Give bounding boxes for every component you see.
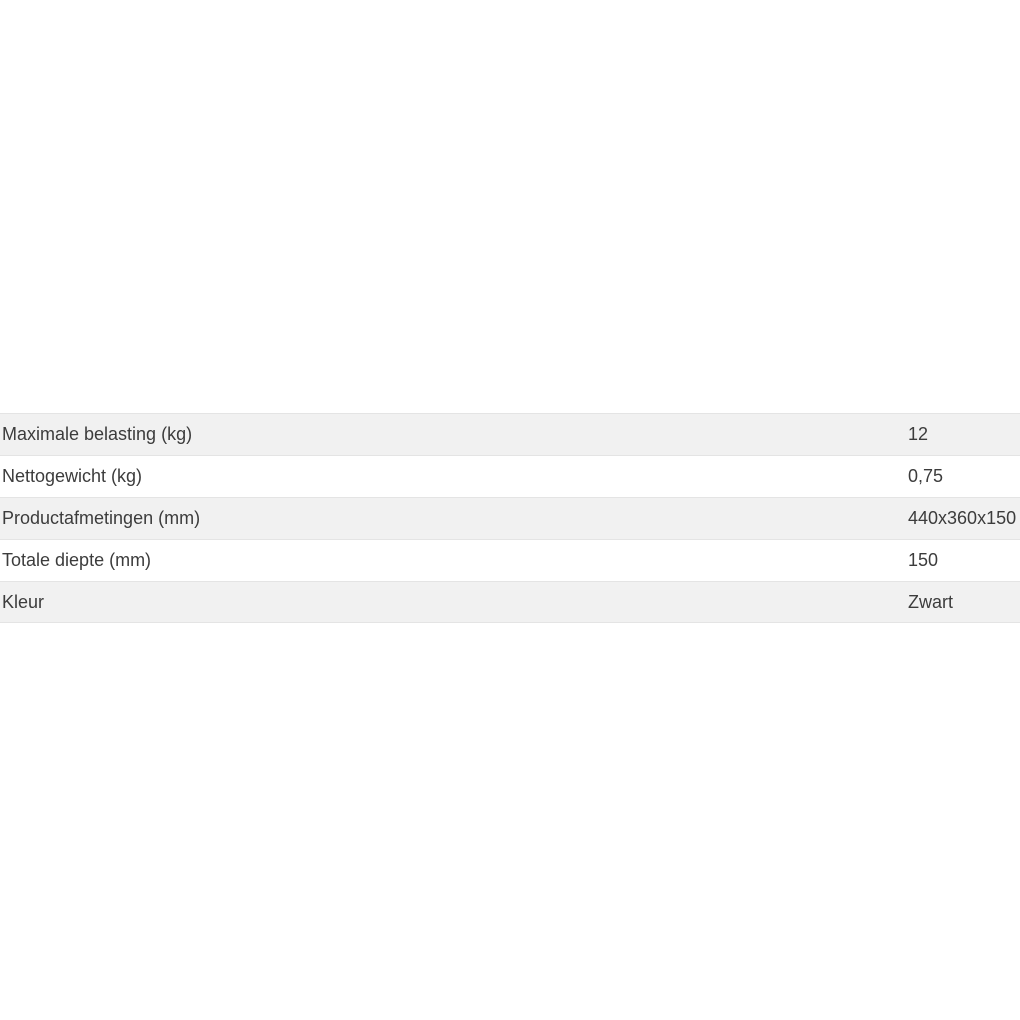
spec-value: Zwart [908, 591, 953, 612]
table-row [0, 455, 1020, 497]
table-row [0, 497, 1020, 539]
spec-value: 440x360x150 [908, 508, 1017, 528]
table-row [0, 581, 1020, 623]
product-spec-table [0, 413, 1020, 623]
spec-label: Nettogewicht (kg) [2, 466, 143, 486]
spec-value: 12 [908, 424, 929, 444]
spec-label: Totale diepte (mm) [2, 550, 152, 570]
spec-label: Productafmetingen (mm) [2, 508, 201, 528]
spec-value: 150 [908, 550, 939, 570]
spec-label: Kleur [2, 591, 45, 612]
table-row [0, 413, 1020, 455]
table-row [0, 539, 1020, 581]
spec-label: Maximale belasting (kg) [2, 424, 193, 444]
spec-value: 0,75 [908, 466, 944, 486]
